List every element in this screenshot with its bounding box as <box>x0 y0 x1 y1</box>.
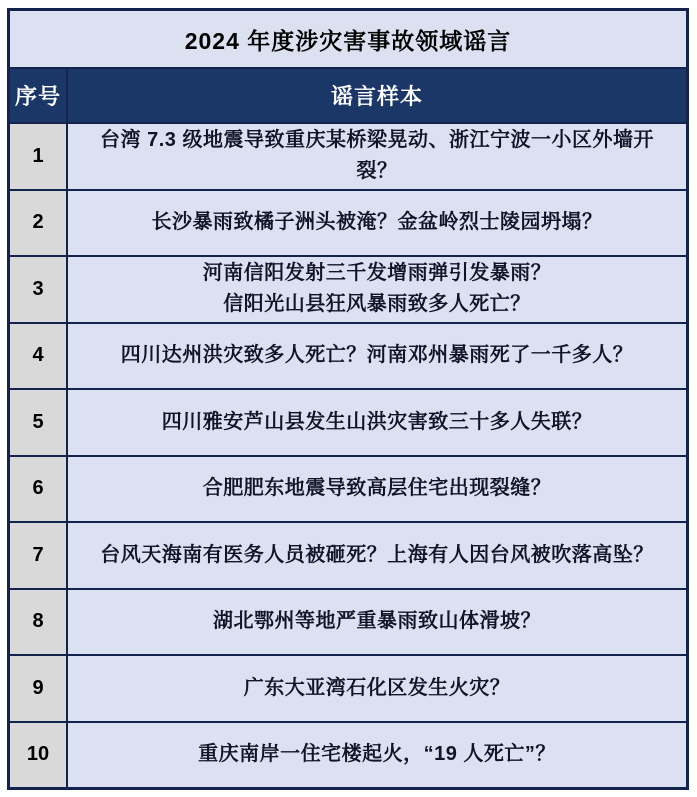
row-index-cell: 10 <box>10 723 68 788</box>
rumor-sample-cell <box>68 191 686 256</box>
rumor-sample-cell <box>68 324 686 389</box>
rumor-sample-line: 湖北鄂州等地严重暴雨致山体滑坡？ <box>213 610 541 633</box>
rumor-sample-line: 四川达州洪灾致多人死亡？河南邓州暴雨死了一千多人？ <box>120 344 634 367</box>
table-body <box>10 124 686 787</box>
table-row <box>10 257 686 324</box>
table-row <box>10 191 686 258</box>
rumor-sample-line: 广东大亚湾石化区发生火灾？ <box>243 676 511 699</box>
table-title: 2024 年度涉灾害事故领域谣言 <box>10 11 686 69</box>
row-index-cell: 1 <box>10 124 68 189</box>
row-index-cell: 4 <box>10 324 68 389</box>
table-row <box>10 590 686 657</box>
row-index-cell: 3 <box>10 257 68 322</box>
rumor-sample-cell <box>68 590 686 655</box>
table-row <box>10 523 686 590</box>
rumor-sample-line: 重庆南岸一住宅楼起火，“19 人死亡”？ <box>198 743 556 766</box>
rumor-sample-cell <box>68 723 686 788</box>
rumor-sample-cell <box>68 390 686 455</box>
rumor-sample-cell <box>68 257 686 322</box>
table-row <box>10 723 686 788</box>
rumor-sample-cell <box>68 523 686 588</box>
rumor-sample-line: 四川雅安芦山县发生山洪灾害致三十多人失联？ <box>161 410 593 433</box>
rumor-sample-line: 台湾 7.3 级地震导致重庆某桥梁晃动、浙江宁波一小区外墙开裂？ <box>100 129 654 183</box>
table-row <box>10 457 686 524</box>
rumor-sample-line: 合肥肥东地震导致高层住宅出现裂缝？ <box>202 477 552 500</box>
row-index-cell: 2 <box>10 191 68 256</box>
row-index-cell: 6 <box>10 457 68 522</box>
rumor-sample-line: 台风天海南有医务人员被砸死？上海有人因台风被吹落高坠？ <box>100 543 654 566</box>
rumor-sample-line: 信阳光山县狂风暴雨致多人死亡？ <box>223 293 531 316</box>
table-row <box>10 324 686 391</box>
row-index-cell: 5 <box>10 390 68 455</box>
rumor-sample-line: 河南信阳发射三千发增雨弹引发暴雨？ <box>202 262 552 285</box>
row-index-cell: 7 <box>10 523 68 588</box>
rumor-sample-line: 长沙暴雨致橘子洲头被淹？金盆岭烈士陵园坍塌？ <box>151 211 603 234</box>
rumor-sample-cell <box>68 124 686 189</box>
column-header-sample: 谣言样本 <box>330 84 423 109</box>
table-header-row <box>10 69 686 124</box>
rumor-sample-cell <box>68 656 686 721</box>
table-row <box>10 656 686 723</box>
row-index-cell: 9 <box>10 656 68 721</box>
row-index-cell: 8 <box>10 590 68 655</box>
table-row <box>10 390 686 457</box>
rumor-sample-cell <box>68 457 686 522</box>
column-header-index: 序号 <box>10 69 68 122</box>
table-row <box>10 124 686 191</box>
rumor-table <box>7 8 689 790</box>
